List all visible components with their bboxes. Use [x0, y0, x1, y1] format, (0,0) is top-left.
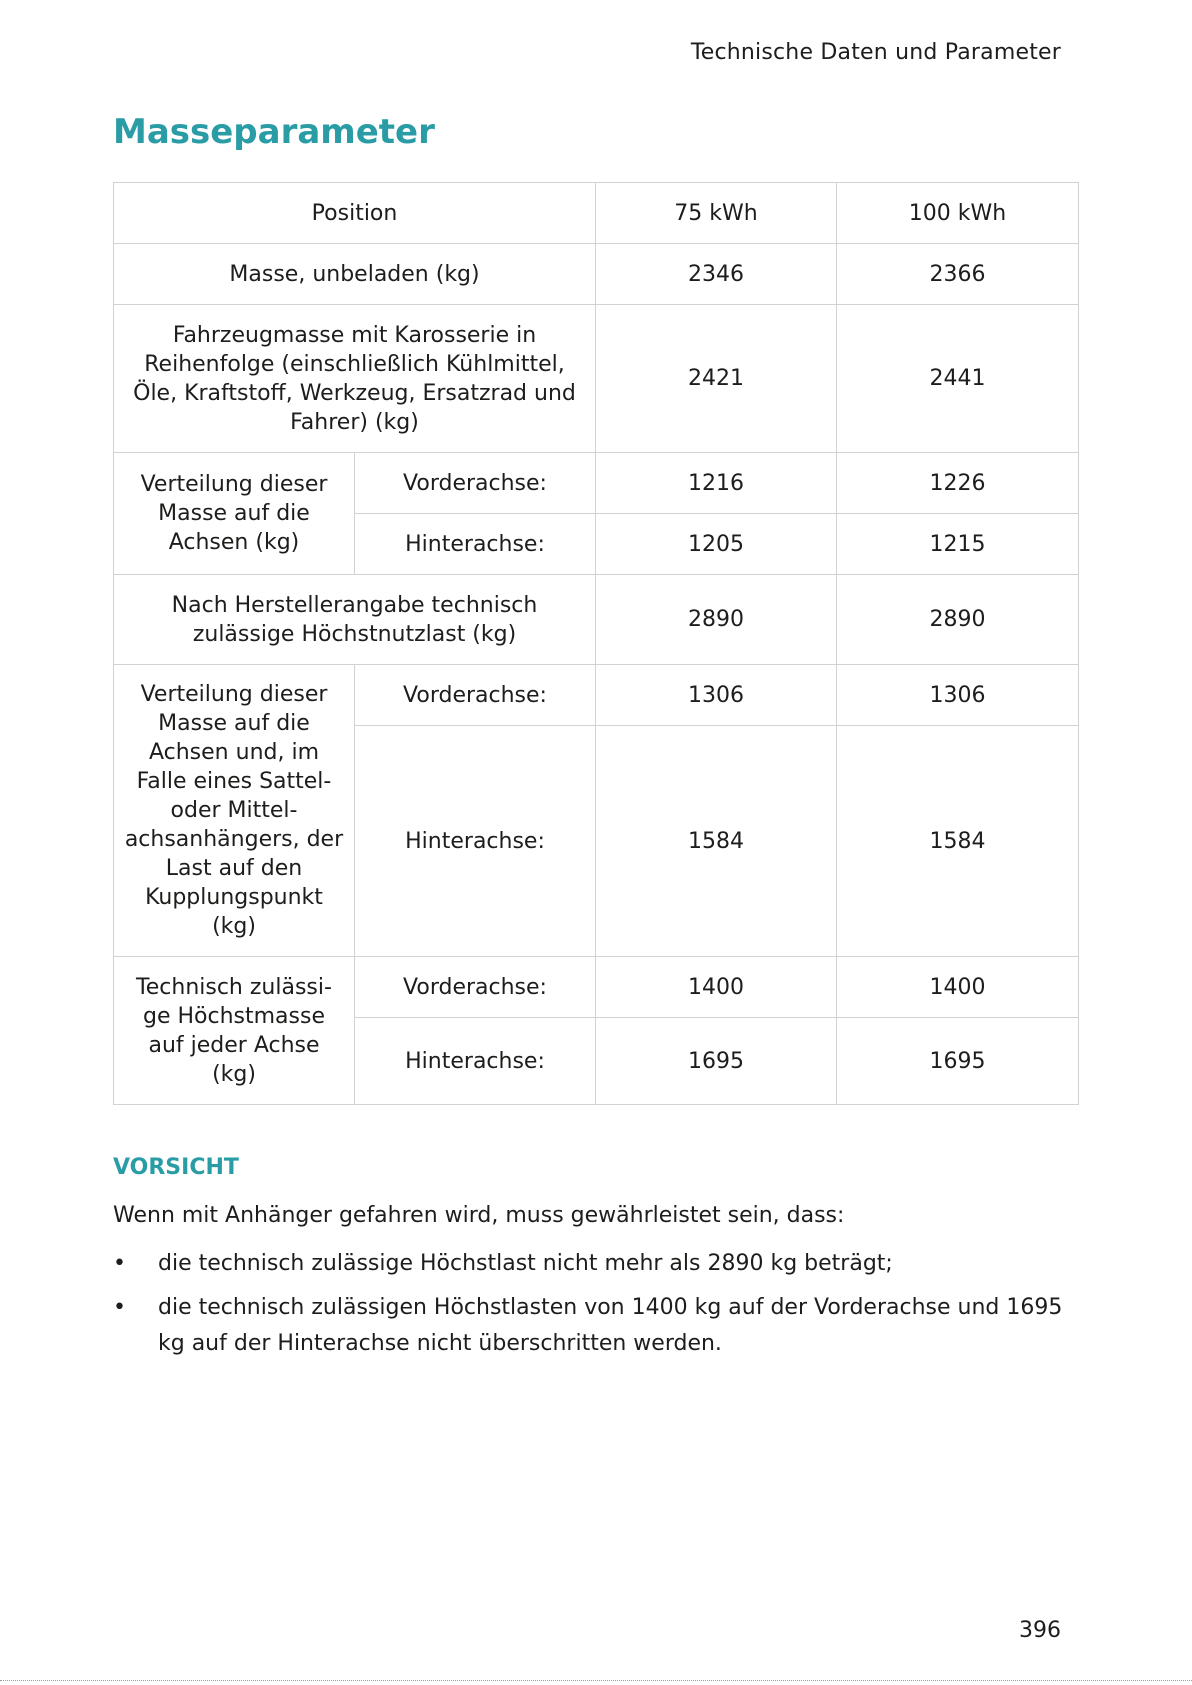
row-label-axle-distribution: Verteilung dieser Masse auf die Achsen (kg)	[114, 453, 355, 575]
table-row	[114, 453, 1079, 514]
value-cell: 1584	[837, 726, 1079, 957]
table-row	[114, 575, 1079, 665]
sub-label-front-axle: Vorderachse:	[355, 957, 596, 1018]
column-header-75kwh: 75 kWh	[596, 183, 837, 244]
bullet-icon: •	[113, 1251, 126, 1276]
value-cell: 1400	[837, 957, 1079, 1018]
value-cell: 1216	[596, 453, 837, 514]
row-label-max-payload: Nach Herstellerangabe technisch zulässige Höchstnutzlast (kg)	[114, 575, 596, 665]
table-row	[114, 305, 1079, 453]
page-number: 396	[1019, 1618, 1061, 1643]
row-label-max-axle-mass: Technisch zulässi-ge Höchstmasse auf jeder Achse (kg)	[114, 957, 355, 1105]
column-header-position: Position	[114, 183, 596, 244]
value-cell: 1226	[837, 453, 1079, 514]
sub-label-front-axle: Vorderachse:	[355, 453, 596, 514]
list-item-text: die technisch zulässige Höchstlast nicht mehr als 2890 kg beträgt;	[158, 1251, 893, 1276]
row-label-running-order-mass: Fahrzeugmasse mit Karosserie in Reihenfolge (einschließlich Kühlmittel, Öle, Kraftstoff, Werkzeug, Ersatzrad und Fahrer) (kg)	[114, 305, 596, 453]
row-label-unladen-mass: Masse, unbeladen (kg)	[114, 244, 596, 305]
value-cell: 1584	[596, 726, 837, 957]
value-cell: 2366	[837, 244, 1079, 305]
value-cell: 1306	[837, 665, 1079, 726]
value-cell: 1400	[596, 957, 837, 1018]
page-title: Masseparameter	[113, 112, 435, 152]
row-label-axle-coupling-distribution: Verteilung dieser Masse auf die Achsen und, im Falle eines Sattel- oder Mittel-achsanhängers, der Last auf den Kupplungspunkt (kg)	[114, 665, 355, 957]
column-header-100kwh: 100 kWh	[837, 183, 1079, 244]
caution-list	[113, 1246, 1063, 1370]
list-item	[113, 1290, 1063, 1362]
table-row	[114, 957, 1079, 1018]
value-cell: 2441	[837, 305, 1079, 453]
list-item-text: die technisch zulässigen Höchstlasten von 1400 kg auf der Vorderachse und 1695 kg auf der Hinterachse nicht überschritten werden.	[158, 1295, 1063, 1356]
value-cell: 1205	[596, 514, 837, 575]
table-row	[114, 244, 1079, 305]
sub-label-rear-axle: Hinterachse:	[355, 514, 596, 575]
footer-divider	[0, 1680, 1192, 1683]
table-header-row	[114, 183, 1079, 244]
table-row	[114, 665, 1079, 726]
bullet-icon: •	[113, 1295, 126, 1320]
caution-heading: VORSICHT	[113, 1155, 239, 1180]
value-cell: 2421	[596, 305, 837, 453]
sub-label-front-axle: Vorderachse:	[355, 665, 596, 726]
value-cell: 2890	[837, 575, 1079, 665]
running-header: Technische Daten und Parameter	[690, 40, 1061, 65]
value-cell: 2890	[596, 575, 837, 665]
value-cell: 1695	[837, 1018, 1079, 1105]
sub-label-rear-axle: Hinterachse:	[355, 1018, 596, 1105]
caution-intro: Wenn mit Anhänger gefahren wird, muss gewährleistet sein, dass:	[113, 1203, 845, 1228]
value-cell: 1306	[596, 665, 837, 726]
mass-parameters-table	[113, 182, 1079, 1105]
value-cell: 2346	[596, 244, 837, 305]
list-item	[113, 1246, 1063, 1282]
sub-label-rear-axle: Hinterachse:	[355, 726, 596, 957]
value-cell: 1215	[837, 514, 1079, 575]
value-cell: 1695	[596, 1018, 837, 1105]
